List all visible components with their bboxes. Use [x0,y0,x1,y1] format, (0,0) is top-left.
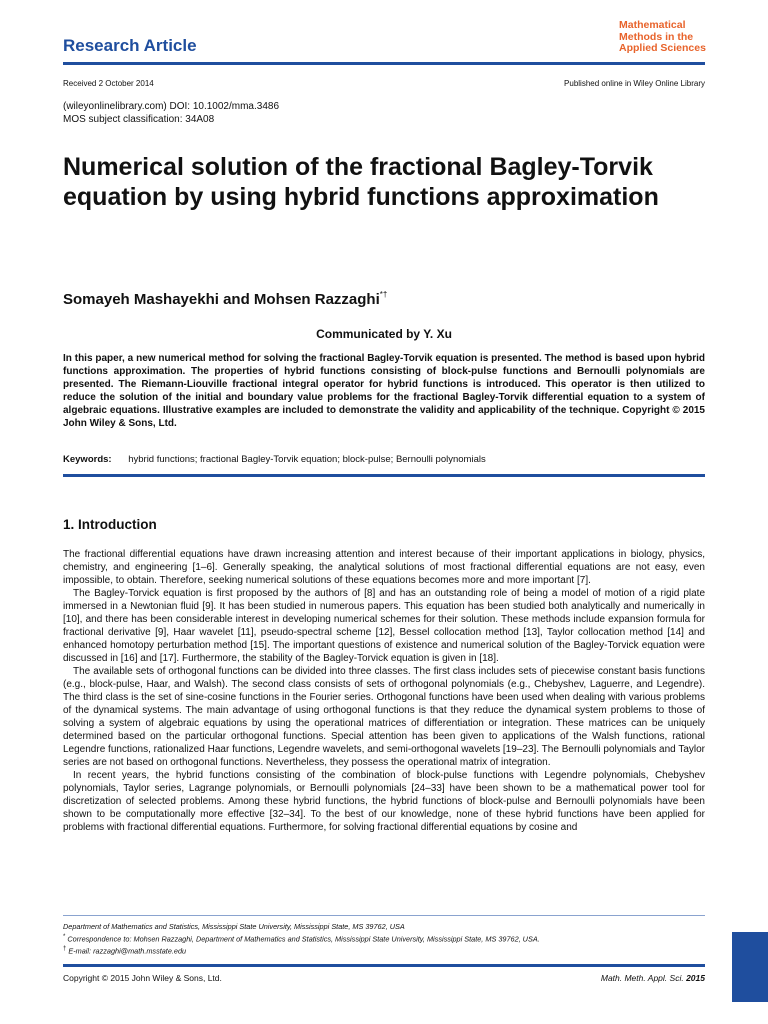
footnotes [63,922,705,957]
copyright-notice: Copyright © 2015 John Wiley & Sons, Ltd. [63,973,222,983]
journal-name-line: Mathematical [619,19,686,31]
email-footnote [63,944,705,956]
keywords-line [63,454,705,465]
journal-name-line: Methods in the [619,30,694,43]
page-side-tab [732,932,768,1002]
author-names: Somayeh Mashayekhi and Mohsen Razzaghi [63,291,380,308]
journal-brand [619,20,706,55]
email-text: E-mail: razzaghi@math.msstate.edu [68,946,187,956]
communicated-by: Communicated by Y. Xu [316,327,452,341]
journal-name-line: Applied Sciences [619,42,706,54]
doi-line: (wileyonlinelibrary.com) DOI: 10.1002/mma.3486 [63,101,280,112]
mos-classification: MOS subject classification: 34A08 [63,114,215,125]
abstract: In this paper, a new numerical method for solving the fractional Bagley-Torvik equation is presented. The method is based upon hybrid functions approximation. The properties of hybrid functions consisting of block-pulse functions and Bernoulli polynomials are presented. The Riemann-Liouville fractional integral operator for hybrid functions is introduced. This operator is then utilized to reduce the solution of the initial and boundary value problems for the fractional Bagley-Torvik differential equation to a system of algebraic equations. Illustrative examples are included to demonstrate the validity and applicability of the technique. Copyright © 2015 John Wiley & Sons, Ltd. [63,353,705,429]
keywords-list: hybrid functions; fractional Bagley-Torvik equation; block-pulse; Bernoulli polynomials [128,454,486,465]
section-heading: 1. Introduction [63,517,157,532]
journal-year: 2015 [686,973,705,983]
paragraph: In recent years, the hybrid functions consisting of the combination of block-pulse functions with Legendre polynomials, Chebyshev polynomials, Taylor series, Lagrange polynomials, or Bernoulli polynomials [24–33] have been shown to be a mathematical power tool for discretization of selected problems. Among these hybrid functions, the hybrid functions of block-pulse and Bernoulli polynomials have been shown to be computationally more effective [32–34]. To the best of our knowledge, none of these hybrid functions have been applied for problems with fractional differential equations. Furthermore, for solving fractional differential equations by cosine and [63,770,705,833]
footnote-mark: † [63,946,67,953]
keywords-label: Keywords: [63,454,112,465]
journal-citation [601,973,705,983]
footnote-rule [63,915,705,916]
journal-abbrev: Math. Meth. Appl. Sci. [600,973,684,983]
affiliation-footnote: Department of Mathematics and Statistics, Mississippi State University, Mississippi State, MS 39762, USA [63,922,405,931]
correspondence-footnote [63,932,705,944]
header-rule [63,62,705,65]
footer-rule [63,964,705,967]
footnote-mark: * [63,934,66,940]
correspondence-text: Correspondence to: Mohsen Razzaghi, Department of Mathematics and Statistics, Mississippi State University, Mississippi State, MS 39762, USA. [67,934,540,944]
author-line [63,290,387,308]
author-marks: *† [379,290,388,299]
body-text [63,548,705,834]
paragraph: The available sets of orthogonal functions can be divided into three classes. The first class includes sets of piecewise constant basis functions (e.g., block-pulse, Haar, and Walsh). The second class consists of sets of orthogonal polynomials (e.g., Chebyshev, Laguerre, and Legendre). The third class is the set of sine-cosine functions in the Fourier series. Orthogonal functions have been used when dealing with various problems of the dynamical systems. The main advantage of using orthogonal functions is that they reduce the dynamical system problems to those of solving a system of algebraic equations by using the operational matrices of differentiation or integration. These matrices can be uniquely determined based on the particular orthogonal functions. Special attention has been given to applications of the Walsh functions, rational Legendre functions, rationalized Haar functions, Legendre wavelets, and semi-orthogonal wavelets [19–23]. The Bernoulli polynomials and Taylor series are not based on orthogonal functions. Nevertheless, they possess the operational matrix of integration. [63,666,705,768]
paper-title: Numerical solution of the fractional Bagley-Torvik equation by using hybrid functions approximation [63,153,659,211]
article-type-label: Research Article [63,36,197,55]
paragraph: The Bagley-Torvick equation is first proposed by the authors of [8] and has an outstanding role of being a model of motion of a rigid plate immersed in a Newtonian fluid [9]. It has been studied in numerous papers. This equation has been studied both analytically and numerically in [10], and there has been considerable interest in developing numerical schemes for their solution. These methods include expansion formula for fractional derivative [9], Haar wavelet [11], pseudo-spectral scheme [12], Bessel collocation method [13], Taylor collocation method [14] and enhanced homotopy perturbation method [15]. The important questions of existence and numerical solution of the Bagley-Torvick equation were discussed in [16] and [17]. Furthermore, the stability of the Bagley-Torvick equation is given in [18]. [63,588,705,664]
doi-block [63,100,279,126]
keywords-rule [63,474,705,477]
published-note: Published online in Wiley Online Library [564,79,705,88]
paragraph: The fractional differential equations have drawn increasing attention and interest because of their important applications in biology, physics, chemistry, and engineering [1–6]. Generally speaking, the analytical solutions of most fractional differential equations are not easy, even impossible, to obtain. Therefore, seeking numerical solutions of these equations becomes more and more important [7]. [63,549,705,586]
received-date: Received 2 October 2014 [63,79,154,88]
